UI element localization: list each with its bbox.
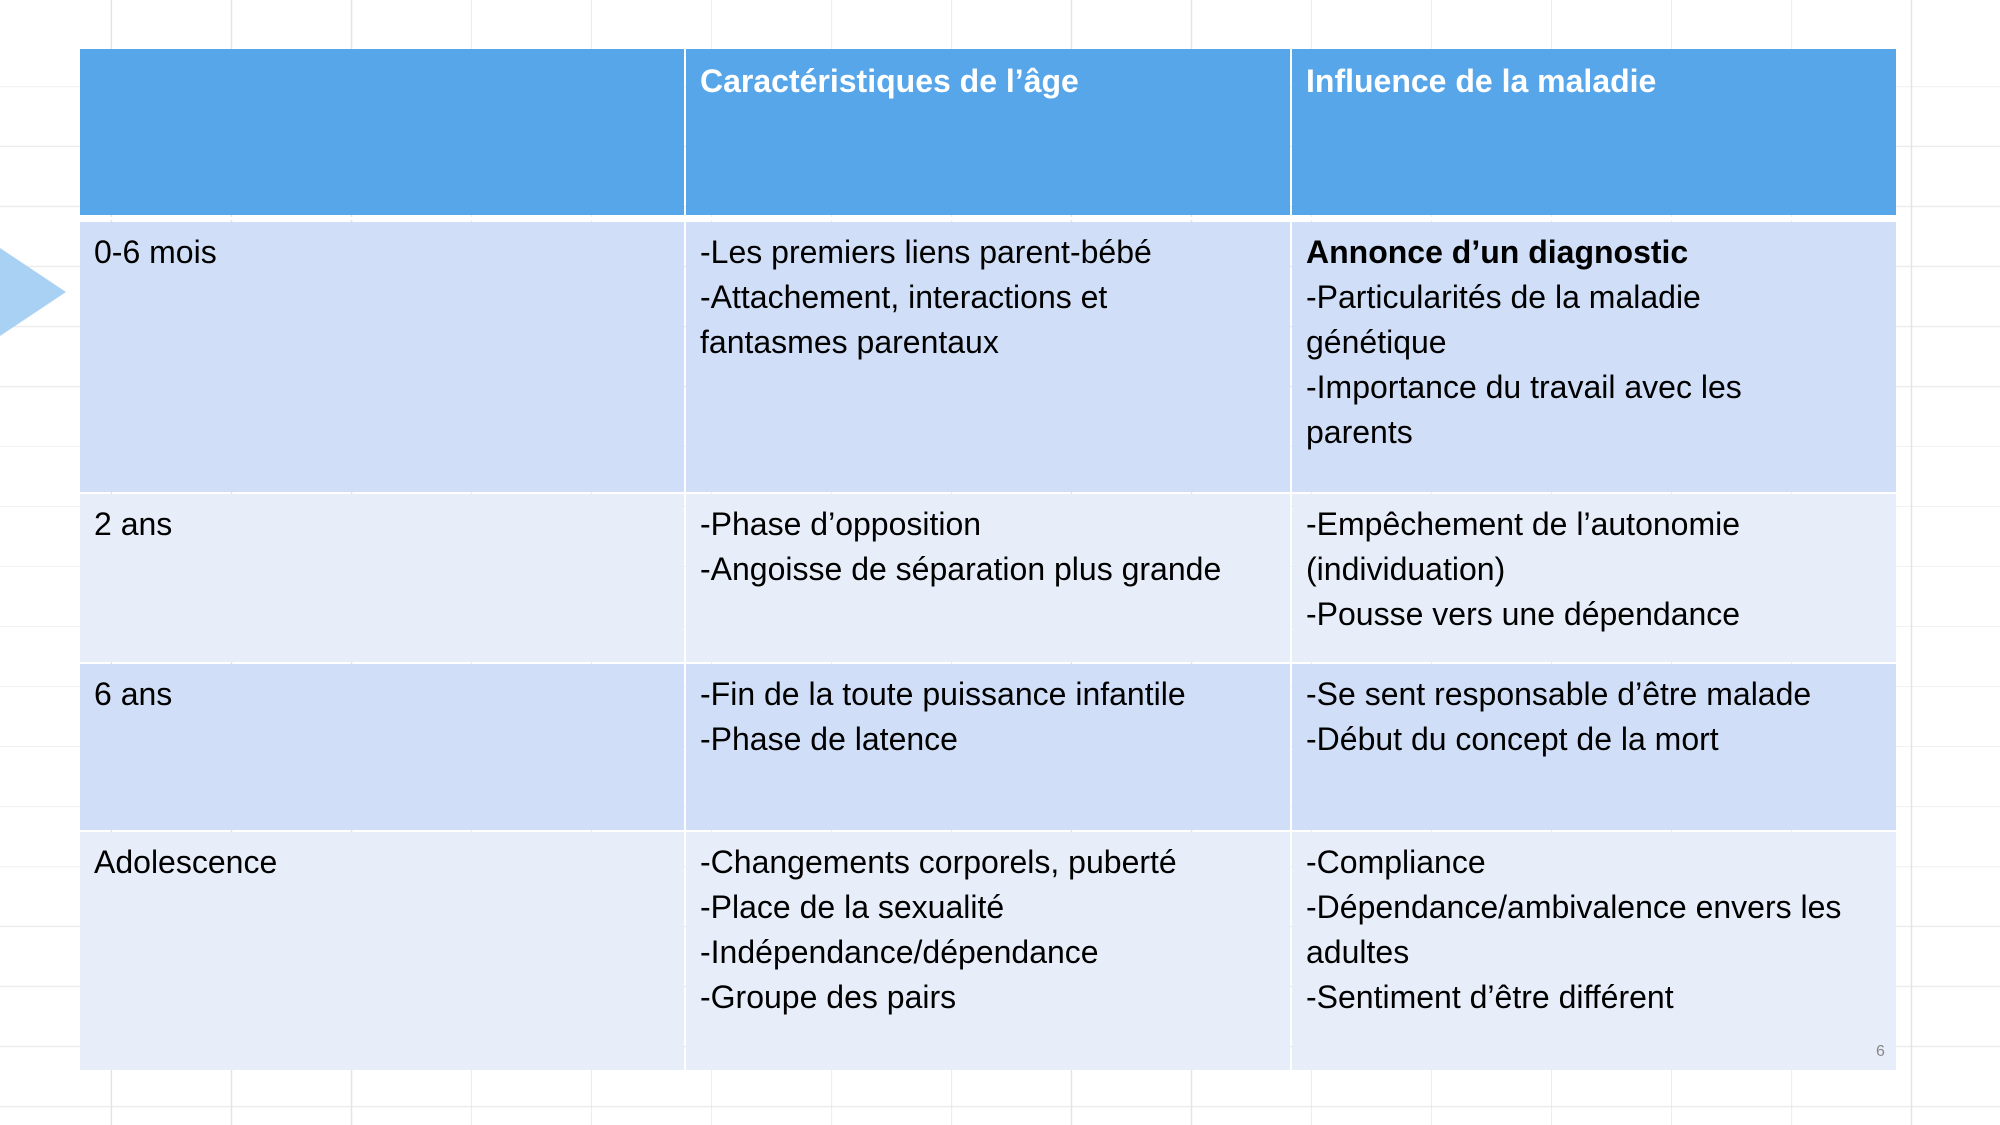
header-cell-caracteristiques: Caractéristiques de l’âge	[686, 49, 1290, 215]
influence-cell	[1292, 222, 1896, 492]
header-divider	[80, 217, 1896, 220]
list-item: -Place de la sexualité	[700, 889, 1005, 925]
list-item: -Les premiers liens parent-bébé	[700, 234, 1152, 270]
list-item: -Pousse vers une dépendance	[1306, 596, 1741, 632]
list-item: parents	[1306, 414, 1413, 450]
list-item: -Phase d’opposition	[700, 506, 982, 542]
influence-cell	[1292, 664, 1896, 830]
caracteristiques-cell	[686, 222, 1290, 492]
list-item: -Compliance	[1306, 844, 1486, 880]
caracteristiques-cell	[686, 832, 1290, 1070]
list-item: -Dépendance/ambivalence envers les	[1306, 889, 1842, 925]
list-item: fantasmes parentaux	[700, 324, 999, 360]
header-cell-empty	[80, 49, 684, 215]
list-item: -Importance du travail avec les	[1306, 369, 1742, 405]
age-label: 0-6 mois	[94, 234, 217, 270]
list-item: -Indépendance/dépendance	[700, 934, 1099, 970]
age-label: Adolescence	[94, 844, 278, 880]
influence-cell	[1292, 494, 1896, 662]
age-cell	[80, 494, 684, 662]
list-item: -Fin de la toute puissance infantile	[700, 676, 1186, 712]
list-item: -Phase de latence	[700, 721, 958, 757]
age-cell	[80, 832, 684, 1070]
list-item: -Attachement, interactions et	[700, 279, 1108, 315]
list-item: génétique	[1306, 324, 1447, 360]
page-number: 6	[1876, 1043, 1885, 1060]
list-item: adultes	[1306, 934, 1410, 970]
age-label: 6 ans	[94, 676, 173, 712]
age-label: 2 ans	[94, 506, 173, 542]
decorative-arrow-icon	[0, 228, 66, 356]
caracteristiques-cell	[686, 494, 1290, 662]
list-item: -Changements corporels, puberté	[700, 844, 1177, 880]
list-item: -Empêchement de l’autonomie	[1306, 506, 1741, 542]
list-item: (individuation)	[1306, 551, 1506, 587]
influence-cell	[1292, 832, 1896, 1070]
age-cell	[80, 222, 684, 492]
list-item: -Se sent responsable d’être malade	[1306, 676, 1812, 712]
list-item: -Début du concept de la mort	[1306, 721, 1719, 757]
influence-title: Annonce d’un diagnostic	[1306, 234, 1689, 270]
caracteristiques-cell	[686, 664, 1290, 830]
list-item: -Angoisse de séparation plus grande	[700, 551, 1222, 587]
age-cell	[80, 664, 684, 830]
age-disease-table	[80, 49, 1896, 1070]
list-item: -Particularités de la maladie	[1306, 279, 1701, 315]
list-item: -Sentiment d’être différent	[1306, 979, 1674, 1015]
header-cell-influence: Influence de la maladie	[1292, 49, 1896, 215]
list-item: -Groupe des pairs	[700, 979, 957, 1015]
